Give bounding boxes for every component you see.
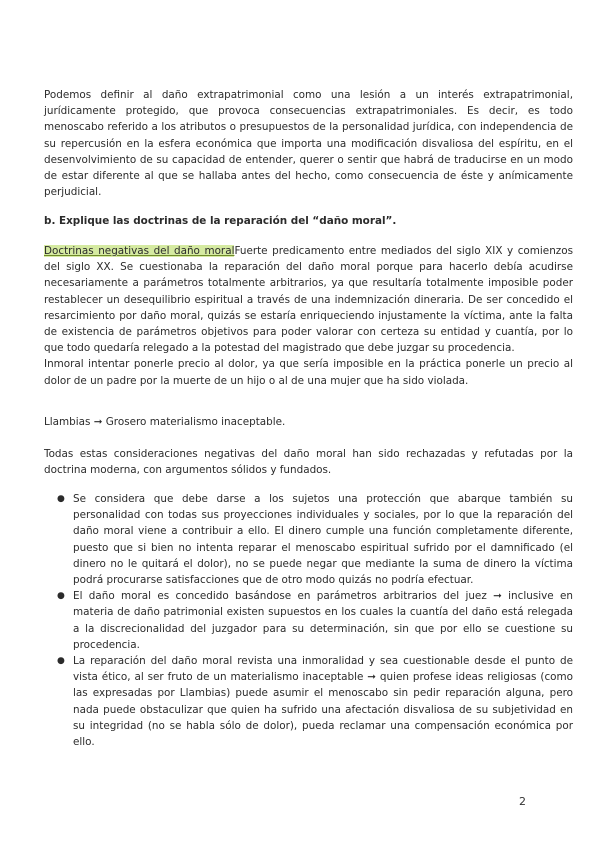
list-item-text: La reparación del daño moral revista una inmoralidad y sea cuestionable desde el punto de vista ético, al ser fruto de un materialismo inaceptable ➞ quien profese ideas religiosas (como las expresadas por Llambias) puede asumir el menoscabo sin pedir reparación alguna, pero nada puede obstaculizar que quien ha sufrido una afectación disvaliosa de su subjetividad en su integridad (no se habla sólo de dolor), pueda reclamar una compensación económica por ello.: [73, 655, 573, 749]
list-item-text: Se considera que debe darse a los sujetos una protección que abarque también su personalidad con todas sus proyecciones individuales y sociales, por lo que la reparación del daño moral viene a contribuir a ello. El dinero cumple una función completamente diferente, puesto que si bien no intenta reparar el menoscabo espiritual sufrido por el damnificado (el dinero no le quitará el dolor), no se puede negar que mediante la suma de dinero la víctima podrá procurarse satisfacciones que de otro modo quizás no podría efectuar.: [73, 493, 573, 587]
argument-list: [44, 491, 573, 750]
negative-doctrines-text: Fuerte predicamento entre mediados del siglo XIX y comienzos del siglo XX. Se cuestionaba la reparación del daño moral porque para hacerlo debía acudirse necesariamente a parámetros totalmente arbitrarios, ya que resultaría totalmente imposible poder restablecer un desequilibrio espiritual a través de una indemnización dineraria. De ser concedido el resarcimiento por daño moral, quizás se estaría enriqueciendo injustamente la víctima, ante la falta de existencia de parámetros objetivos para poder valorar con certeza su entidad y cuantía, por lo que todo quedaría relegado a la potestad del magistrado que debe juzgar su procedencia.: [44, 245, 573, 355]
section-heading: b. Explique las doctrinas de la reparación del “daño moral”.: [44, 215, 397, 227]
rejection-paragraph: Todas estas consideraciones negativas del daño moral han sido rechazadas y refutadas por la doctrina moderna, con argumentos sólidos y fundados.: [44, 448, 573, 477]
list-item: [44, 491, 573, 588]
highlighted-term: Doctrinas negativas del daño moral: [44, 245, 235, 257]
list-item: [44, 653, 573, 750]
page-number: 2: [519, 795, 526, 808]
list-item-text: El daño moral es concedido basándose en parámetros arbitrarios del juez ➞ inclusive en materia de daño patrimonial existen supuestos en los cuales la cuantía del daño está relegada a la discrecionalidad del juzgador para su determinación, sin que por ello se cuestione su procedencia.: [73, 590, 573, 651]
inmoral-text: Inmoral intentar ponerle precio al dolor, ya que sería imposible en la práctica ponerle un precio al dolor de un padre por la muerte de un hijo o al de una mujer que ha sido violada.: [44, 358, 573, 387]
list-item: [44, 588, 573, 653]
llambias-line: Llambias ➞ Grosero materialismo inaceptable.: [44, 416, 286, 428]
definition-paragraph: Podemos definir al daño extrapatrimonial como una lesión a un interés extrapatrimonial, jurídicamente protegido, que provoca consecuencias extrapatrimoniales. Es decir, es todo menoscabo referido a los atributos o presupuestos de la personalidad jurídica, con independencia de su repercusión en la esfera económica que importa una modificación disvaliosa del espíritu, en el desenvolvimiento de su capacidad de entender, querer o sentir que habrá de traducirse en un modo de estar diferente al que se hallaba antes del hecho, como consecuencia de éste y anímicamente perjudicial.: [44, 89, 573, 199]
bullet-icon: ●: [57, 494, 65, 504]
bullet-icon: ●: [57, 591, 65, 602]
bullet-icon: ●: [57, 656, 65, 667]
negative-doctrines-paragraph: [44, 243, 573, 389]
